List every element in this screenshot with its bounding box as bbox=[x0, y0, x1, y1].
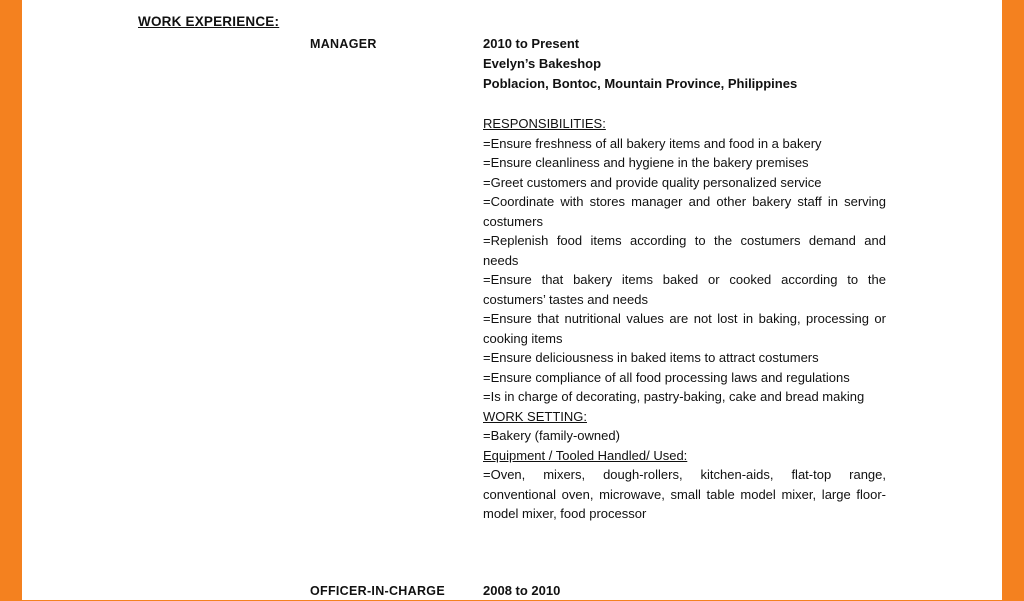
responsibility-item: =Ensure that nutritional values are not lost in baking, processing or cooking items bbox=[483, 311, 886, 346]
equipment-value: =Oven, mixers, dough-rollers, kitchen-aids, flat-top range, conventional oven, microwave, small table model mixer, large floor-model mixer, food processor bbox=[483, 467, 886, 521]
responsibility-item: =Ensure that bakery items baked or cooked according to the costumers’ tastes and needs bbox=[483, 272, 886, 307]
resume-page bbox=[22, 0, 1002, 600]
job-company: Evelyn’s Bakeshop bbox=[483, 56, 602, 71]
responsibility-item: =Is in charge of decorating, pastry-baking, cake and bread making bbox=[483, 389, 865, 404]
job-details-manager bbox=[483, 114, 886, 524]
job-info-officer-in-charge bbox=[483, 581, 560, 601]
work-setting-heading: WORK SETTING: bbox=[483, 408, 587, 424]
responsibilities-heading: RESPONSIBILITIES: bbox=[483, 116, 606, 131]
responsibility-item: =Ensure compliance of all food processing laws and regulations bbox=[483, 369, 850, 385]
job-period: 2008 to 2010 bbox=[483, 583, 561, 598]
job-info-manager bbox=[483, 34, 797, 94]
equipment-heading: Equipment / Tooled Handled/ Used: bbox=[483, 447, 688, 463]
responsibility-item: =Ensure cleanliness and hygiene in the bakery premises bbox=[483, 155, 809, 170]
job-title-manager: MANAGER bbox=[310, 37, 377, 51]
responsibility-item: =Replenish food items according to the costumers demand and needs bbox=[483, 233, 886, 268]
job-title-officer-in-charge: OFFICER-IN-CHARGE bbox=[310, 584, 445, 598]
responsibility-item: =Ensure deliciousness in baked items to attract costumers bbox=[483, 350, 819, 365]
responsibility-item: =Ensure freshness of all bakery items and food in a bakery bbox=[483, 135, 822, 151]
responsibility-item: =Coordinate with stores manager and other bakery staff in serving costumers bbox=[483, 194, 886, 229]
job-period: 2010 to Present bbox=[483, 36, 580, 51]
work-setting-value: =Bakery (family-owned) bbox=[483, 428, 620, 443]
job-location: Poblacion, Bontoc, Mountain Province, Philippines bbox=[483, 76, 798, 91]
section-title: WORK EXPERIENCE: bbox=[138, 14, 280, 29]
responsibility-item: =Greet customers and provide quality personalized service bbox=[483, 174, 822, 190]
